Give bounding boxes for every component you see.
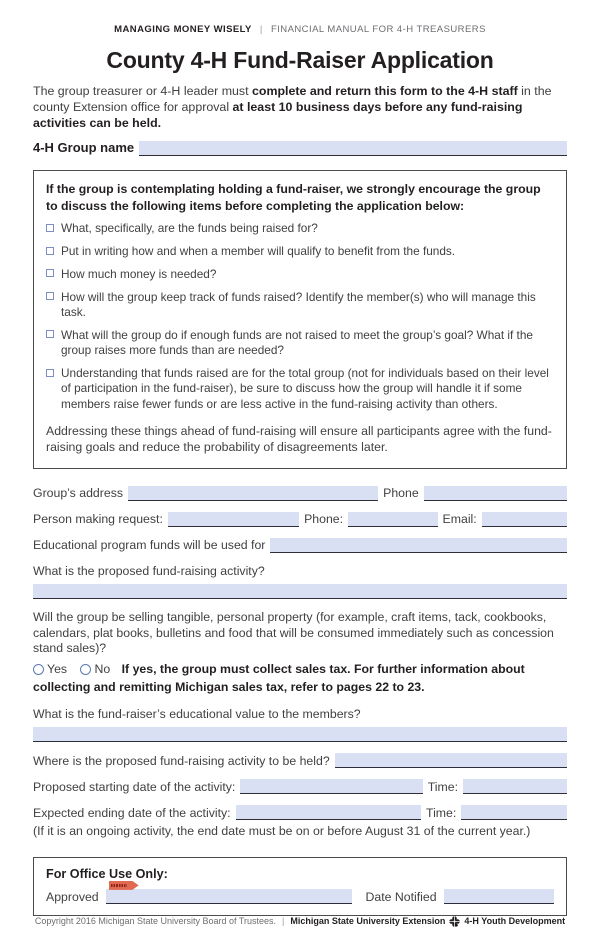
footer	[33, 916, 567, 931]
person-row	[33, 512, 567, 527]
email-label: Email:	[442, 512, 477, 527]
radio-no[interactable]	[80, 664, 91, 675]
where-row	[33, 753, 567, 768]
checklist-item-text: Understanding that funds raised are for the total group (not for individuals based on their level of participation in the fund-raiser), be sure to discuss how the group will handle it if some members raise fewer funds or are less active in the fund-raising activity than others.	[61, 366, 549, 411]
kicker-bold: MANAGING MONEY WISELY	[114, 24, 252, 35]
ongoing-note: (If it is an ongoing activity, the end date must be on or before August 31 of the current year.)	[33, 823, 531, 838]
checkbox-icon[interactable]	[46, 224, 54, 232]
approved-input[interactable]	[106, 889, 353, 904]
date-notified-label: Date Notified	[365, 889, 437, 904]
start-date-row	[33, 779, 567, 794]
4h-clover-icon	[449, 916, 460, 927]
where-label: Where is the proposed fund-raising activity to be held?	[33, 753, 330, 768]
sales-tax-line	[33, 661, 567, 695]
edu-funds-label: Educational program funds will be used for	[33, 538, 266, 553]
address-input[interactable]	[128, 486, 378, 501]
edu-funds-input[interactable]	[270, 538, 567, 553]
start-date-input[interactable]	[240, 779, 422, 794]
checkbox-icon[interactable]	[46, 292, 54, 300]
activity-input[interactable]	[33, 584, 567, 599]
person-phone-input[interactable]	[348, 512, 437, 527]
start-date-label: Proposed starting date of the activity:	[33, 779, 236, 794]
checklist-item-text: What will the group do if enough funds are not raised to meet the group’s goal? What if the group raises more funds than are needed?	[61, 327, 533, 358]
checklist-item-text: How will the group keep track of funds raised? Identify the member(s) who will manage this task.	[61, 289, 536, 320]
address-label: Group’s address	[33, 486, 123, 501]
end-time-input[interactable]	[461, 805, 567, 820]
header-kicker	[33, 24, 567, 35]
sign-here-flag-text-marks	[111, 884, 127, 888]
end-date-label: Expected ending date of the activity:	[33, 805, 231, 820]
office-use-heading: For Office Use Only:	[46, 866, 168, 881]
start-time-label: Time:	[427, 779, 459, 794]
footer-program-name: 4-H Youth Development	[464, 916, 566, 927]
edu-value-question: What is the fund-raiser’s educational value to the members?	[33, 706, 361, 721]
start-time-input[interactable]	[463, 779, 567, 794]
address-phone-input[interactable]	[424, 486, 567, 501]
group-name-label: 4-H Group name	[33, 140, 135, 156]
checklist-item	[46, 366, 554, 412]
where-input[interactable]	[335, 753, 567, 768]
edu-funds-row	[33, 538, 567, 553]
checklist-item	[46, 290, 554, 321]
checklist-item-text: How much money is needed?	[61, 266, 217, 281]
group-name-input[interactable]	[139, 141, 567, 156]
form-fields	[33, 486, 567, 849]
person-label: Person making request:	[33, 512, 163, 527]
kicker-separator: |	[259, 24, 263, 35]
checklist-item	[46, 244, 554, 259]
checkbox-icon[interactable]	[46, 269, 54, 277]
approved-field-wrap	[106, 889, 353, 904]
office-use-box	[33, 857, 567, 916]
checklist-item-text: Put in writing how and when a member will qualify to benefit from the funds.	[61, 244, 456, 259]
end-date-input[interactable]	[236, 805, 421, 820]
selling-question: Will the group be selling tangible, personal property (for example, craft items, tack, cookbooks, calendars, plat books, bulletins and food that will be consumed immediately such as concession stand sales)?	[33, 609, 554, 656]
activity-question: What is the proposed fund-raising activity?	[33, 563, 265, 578]
checkbox-icon[interactable]	[46, 369, 54, 377]
edu-value-input[interactable]	[33, 727, 567, 742]
sales-tax-note: If yes, the group must collect sales tax. For further information about collecting and remitting Michigan sales tax, refer to pages 22 to 23.	[33, 662, 525, 694]
footer-org-name: Michigan State University Extension	[290, 916, 446, 927]
person-input[interactable]	[168, 512, 299, 527]
intro-paragraph: The group treasurer or 4-H leader must complete and return this form to the 4-H staff in the county Extension office for approval at least 10 business days before any fund-raising activities can be held.	[33, 84, 552, 131]
radio-yes[interactable]	[33, 664, 44, 675]
kicker-rest: FINANCIAL MANUAL FOR 4-H TREASURERS	[270, 24, 486, 35]
checklist-item	[46, 267, 554, 282]
copyright-text: Copyright 2016 Michigan State University Board of Trustees.	[34, 916, 277, 927]
checklist-item	[46, 328, 554, 359]
approved-label: Approved	[46, 889, 99, 904]
checkbox-icon[interactable]	[46, 330, 54, 338]
person-phone-label: Phone:	[304, 512, 344, 527]
end-time-label: Time:	[426, 805, 457, 820]
end-date-row	[33, 805, 567, 820]
sign-here-flag-icon	[109, 881, 139, 890]
date-notified-input[interactable]	[444, 889, 554, 904]
address-row	[33, 486, 567, 501]
discussion-box-closing: Addressing these things ahead of fund-raising will ensure all participants agree with the fund-raising goals and reduce the probability of disagreements later.	[46, 424, 552, 455]
page-title: County 4-H Fund-Raiser Application	[106, 47, 494, 73]
checklist-item-text: What, specifically, are the funds being raised for?	[61, 221, 318, 236]
discussion-box	[33, 170, 567, 468]
email-input[interactable]	[482, 512, 567, 527]
checkbox-icon[interactable]	[46, 247, 54, 255]
address-phone-label: Phone	[383, 486, 419, 501]
checklist-item	[46, 221, 554, 236]
radio-yes-label: Yes	[47, 662, 68, 677]
group-name-row	[33, 141, 567, 156]
footer-separator: |	[282, 916, 285, 927]
radio-no-label: No	[94, 662, 111, 677]
office-use-row	[46, 889, 554, 904]
discussion-box-heading: If the group is contemplating holding a fund-raiser, we strongly encourage the group to discuss the following items before completing the application below:	[46, 182, 541, 213]
